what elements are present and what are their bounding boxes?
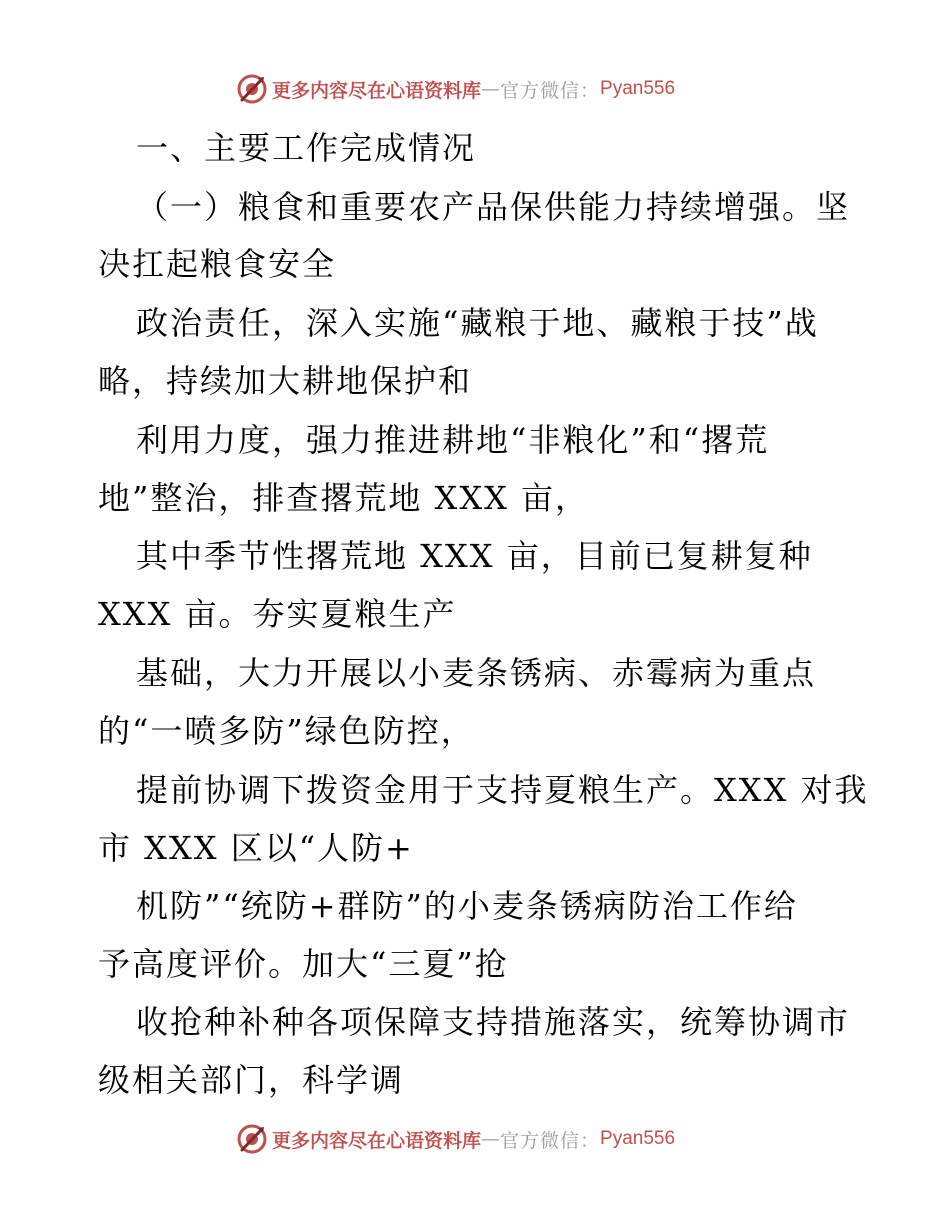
header-watermark: [236, 72, 756, 106]
section-heading: 一、主要工作完成情况: [136, 129, 477, 167]
paragraph-line: 决扛起粮食安全: [98, 245, 337, 283]
watermark-official-label: 官方微信：: [500, 1129, 601, 1152]
paragraph-line: 提前协调下拨资金用于支持夏粮生产。XXX 对我: [136, 771, 869, 809]
watermark-dash: —: [481, 1128, 501, 1150]
brand-logo-icon: [236, 73, 268, 105]
paragraph-line: 略，持续加大耕地保护和: [98, 362, 473, 400]
paragraph-line: （一）粮食和重要农产品保供能力持续增强。坚: [136, 188, 851, 226]
watermark-account-id: Pyan556: [600, 78, 676, 99]
watermark-account-id: Pyan556: [600, 1128, 676, 1149]
paragraph-line: 级相关部门，科学调: [98, 1061, 405, 1099]
paragraph-line: 利用力度，强力推进耕地“非粮化”和“撂荒: [136, 421, 770, 459]
paragraph-line: 其中季节性撂荒地 XXX 亩，目前已复耕复种: [136, 537, 813, 575]
paragraph-line: 收抢种补种各项保障支持措施落实，统筹协调市: [136, 1003, 851, 1041]
watermark-official-label: 官方微信：: [500, 79, 601, 102]
watermark-brand-text: 更多内容尽在心语资料库: [272, 79, 482, 102]
watermark-brand-text: 更多内容尽在心语资料库: [272, 1129, 482, 1152]
paragraph-line: 予高度评价。加大“三夏”抢: [98, 945, 509, 983]
paragraph-line: 政治责任，深入实施“藏粮于地、藏粮于技”战: [136, 304, 819, 342]
paragraph-line: XXX 亩。夯实夏粮生产: [98, 595, 457, 633]
paragraph-line: 机防”“统防+群防”的小麦条锈病防治工作给: [136, 887, 798, 925]
paragraph-line: 地”整治，排查撂荒地 XXX 亩，: [98, 479, 590, 517]
paragraph-line: 基础，大力开展以小麦条锈病、赤霉病为重点: [136, 654, 817, 692]
brand-logo-icon: [236, 1123, 268, 1155]
paragraph-line: 的“一喷多防”绿色防控，: [98, 712, 475, 750]
paragraph-line: 市 XXX 区以“人防+: [98, 829, 414, 867]
footer-watermark: [236, 1122, 756, 1156]
watermark-dash: —: [481, 78, 501, 100]
